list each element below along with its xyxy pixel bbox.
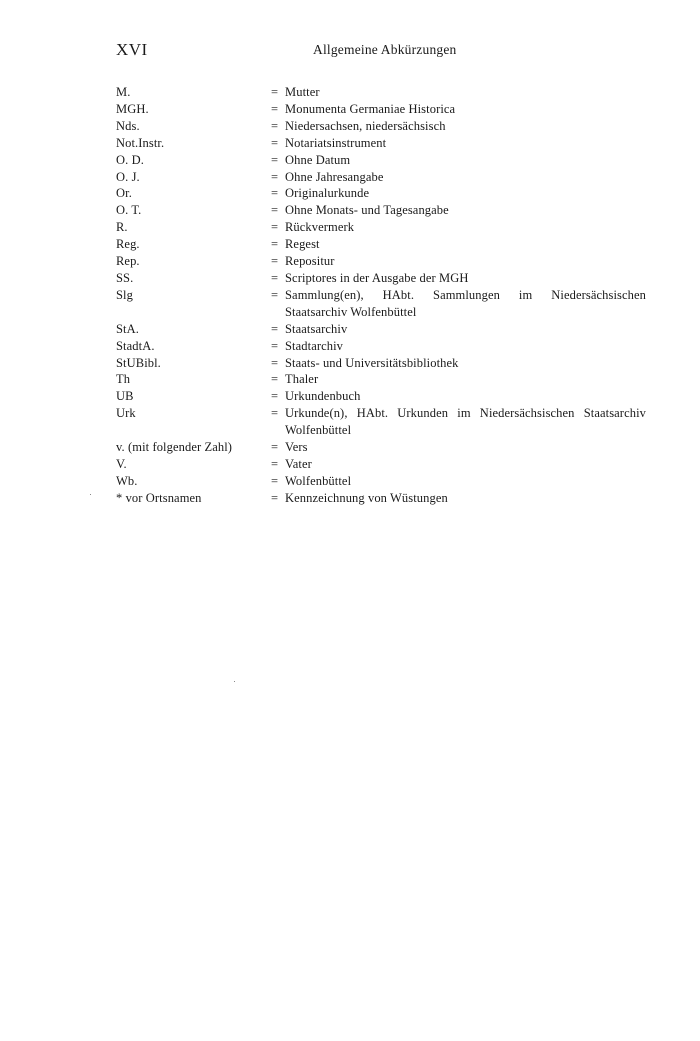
- equals-sign: =: [271, 169, 279, 184]
- equals-sign: =: [271, 186, 279, 201]
- list-item: [116, 355, 646, 372]
- equals-sign: =: [271, 135, 279, 150]
- list-item: [116, 185, 646, 202]
- abbreviation-definition: Monumenta Germaniae Historica: [285, 101, 456, 116]
- equals-sign: =: [271, 473, 279, 488]
- abbreviation-term: Urk: [116, 406, 136, 421]
- equals-sign: =: [271, 456, 279, 471]
- abbreviation-term: R.: [116, 220, 128, 235]
- abbreviation-term: O. D.: [116, 152, 144, 167]
- scan-speck: [90, 494, 91, 495]
- equals-sign: =: [271, 203, 279, 218]
- abbreviation-definition: Scriptores in der Ausgabe der MGH: [285, 270, 469, 285]
- abbreviation-definition: Notariatsinstrument: [285, 135, 387, 150]
- list-item: [116, 169, 646, 186]
- abbreviation-term: MGH.: [116, 101, 149, 116]
- abbreviation-term: UB: [116, 389, 134, 404]
- list-item: [116, 236, 646, 253]
- list-item: [116, 118, 646, 135]
- abbreviation-list: [116, 84, 646, 507]
- list-item: [116, 219, 646, 236]
- list-item: [116, 338, 646, 355]
- abbreviation-definition: Ohne Datum: [285, 152, 351, 167]
- abbreviation-term: Nds.: [116, 118, 140, 133]
- abbreviation-term: O. J.: [116, 169, 140, 184]
- abbreviation-term: Not.Instr.: [116, 135, 165, 150]
- list-item: [116, 473, 646, 490]
- list-item: [116, 202, 646, 219]
- equals-sign: =: [271, 220, 279, 235]
- list-item: [116, 270, 646, 287]
- abbreviation-term: StA.: [116, 321, 139, 336]
- list-item: [116, 287, 646, 321]
- page-header: [116, 40, 588, 64]
- abbreviation-term: v. (mit folgender Zahl): [116, 440, 233, 455]
- list-item: [116, 388, 646, 405]
- abbreviation-definition: Mutter: [285, 85, 320, 99]
- list-item: [116, 490, 646, 507]
- equals-sign: =: [271, 338, 279, 353]
- list-item: [116, 152, 646, 169]
- equals-sign: =: [271, 372, 279, 387]
- abbreviation-definition: Repositur: [285, 254, 335, 269]
- abbreviation-definition: Kennzeichnung von Wüstungen: [285, 490, 448, 505]
- equals-sign: =: [271, 152, 279, 167]
- list-item: [116, 371, 646, 388]
- abbreviation-definition: Ohne Monats- und Tagesangabe: [285, 203, 449, 218]
- equals-sign: =: [271, 389, 279, 404]
- abbreviation-term: V.: [116, 456, 127, 471]
- equals-sign: =: [271, 101, 279, 116]
- abbreviation-definition: Sammlung(en), HAbt. Sammlungen im Niedersächsischen Staatsarchiv Wolfenbüttel: [285, 287, 646, 319]
- scan-speck: [234, 681, 235, 682]
- abbreviation-definition: Urkunde(n), HAbt. Urkunden im Niedersächsischen Staatsarchiv Wolfenbüttel: [285, 406, 646, 438]
- equals-sign: =: [271, 118, 279, 133]
- abbreviation-term: Slg: [116, 287, 133, 302]
- equals-sign: =: [271, 237, 279, 252]
- running-title: Allgemeine Abkürzungen: [313, 42, 457, 57]
- equals-sign: =: [271, 85, 279, 99]
- abbreviation-definition: Thaler: [285, 372, 319, 387]
- abbreviation-term: Or.: [116, 186, 132, 201]
- abbreviation-term: M.: [116, 85, 131, 99]
- abbreviation-definition: Regest: [285, 237, 320, 252]
- list-item: [116, 135, 646, 152]
- abbreviation-term: Rep.: [116, 254, 140, 269]
- equals-sign: =: [271, 254, 279, 269]
- list-item: [116, 439, 646, 456]
- abbreviation-term: SS.: [116, 270, 134, 285]
- abbreviation-term: Th: [116, 372, 131, 387]
- abbreviation-definition: Staats- und Universitätsbibliothek: [285, 355, 459, 370]
- abbreviation-definition: Stadtarchiv: [285, 338, 344, 353]
- equals-sign: =: [271, 490, 279, 505]
- abbreviation-definition: Niedersachsen, niedersächsisch: [285, 118, 446, 133]
- list-item: [116, 101, 646, 118]
- equals-sign: =: [271, 440, 279, 455]
- abbreviation-definition: Originalurkunde: [285, 186, 370, 201]
- abbreviation-definition: Vater: [285, 456, 312, 471]
- list-item: [116, 253, 646, 270]
- abbreviation-term: Reg.: [116, 237, 140, 252]
- list-item: [116, 84, 646, 101]
- equals-sign: =: [271, 355, 279, 370]
- abbreviation-definition: Ohne Jahresangabe: [285, 169, 384, 184]
- page-number: XVI: [116, 40, 148, 59]
- equals-sign: =: [271, 270, 279, 285]
- abbreviation-term: StadtA.: [116, 338, 155, 353]
- abbreviation-term: Wb.: [116, 473, 138, 488]
- abbreviation-definition: Urkundenbuch: [285, 389, 361, 404]
- abbreviation-term: StUBibl.: [116, 355, 161, 370]
- abbreviation-definition: Staatsarchiv: [285, 321, 348, 336]
- abbreviation-term: * vor Ortsnamen: [116, 490, 202, 505]
- list-item: [116, 321, 646, 338]
- equals-sign: =: [271, 406, 279, 421]
- abbreviation-definition: Wolfenbüttel: [285, 473, 352, 488]
- abbreviation-definition: Vers: [285, 440, 308, 455]
- list-item: [116, 405, 646, 439]
- list-item: [116, 456, 646, 473]
- equals-sign: =: [271, 321, 279, 336]
- abbreviation-definition: Rückvermerk: [285, 220, 355, 235]
- equals-sign: =: [271, 287, 279, 302]
- abbreviation-term: O. T.: [116, 203, 142, 218]
